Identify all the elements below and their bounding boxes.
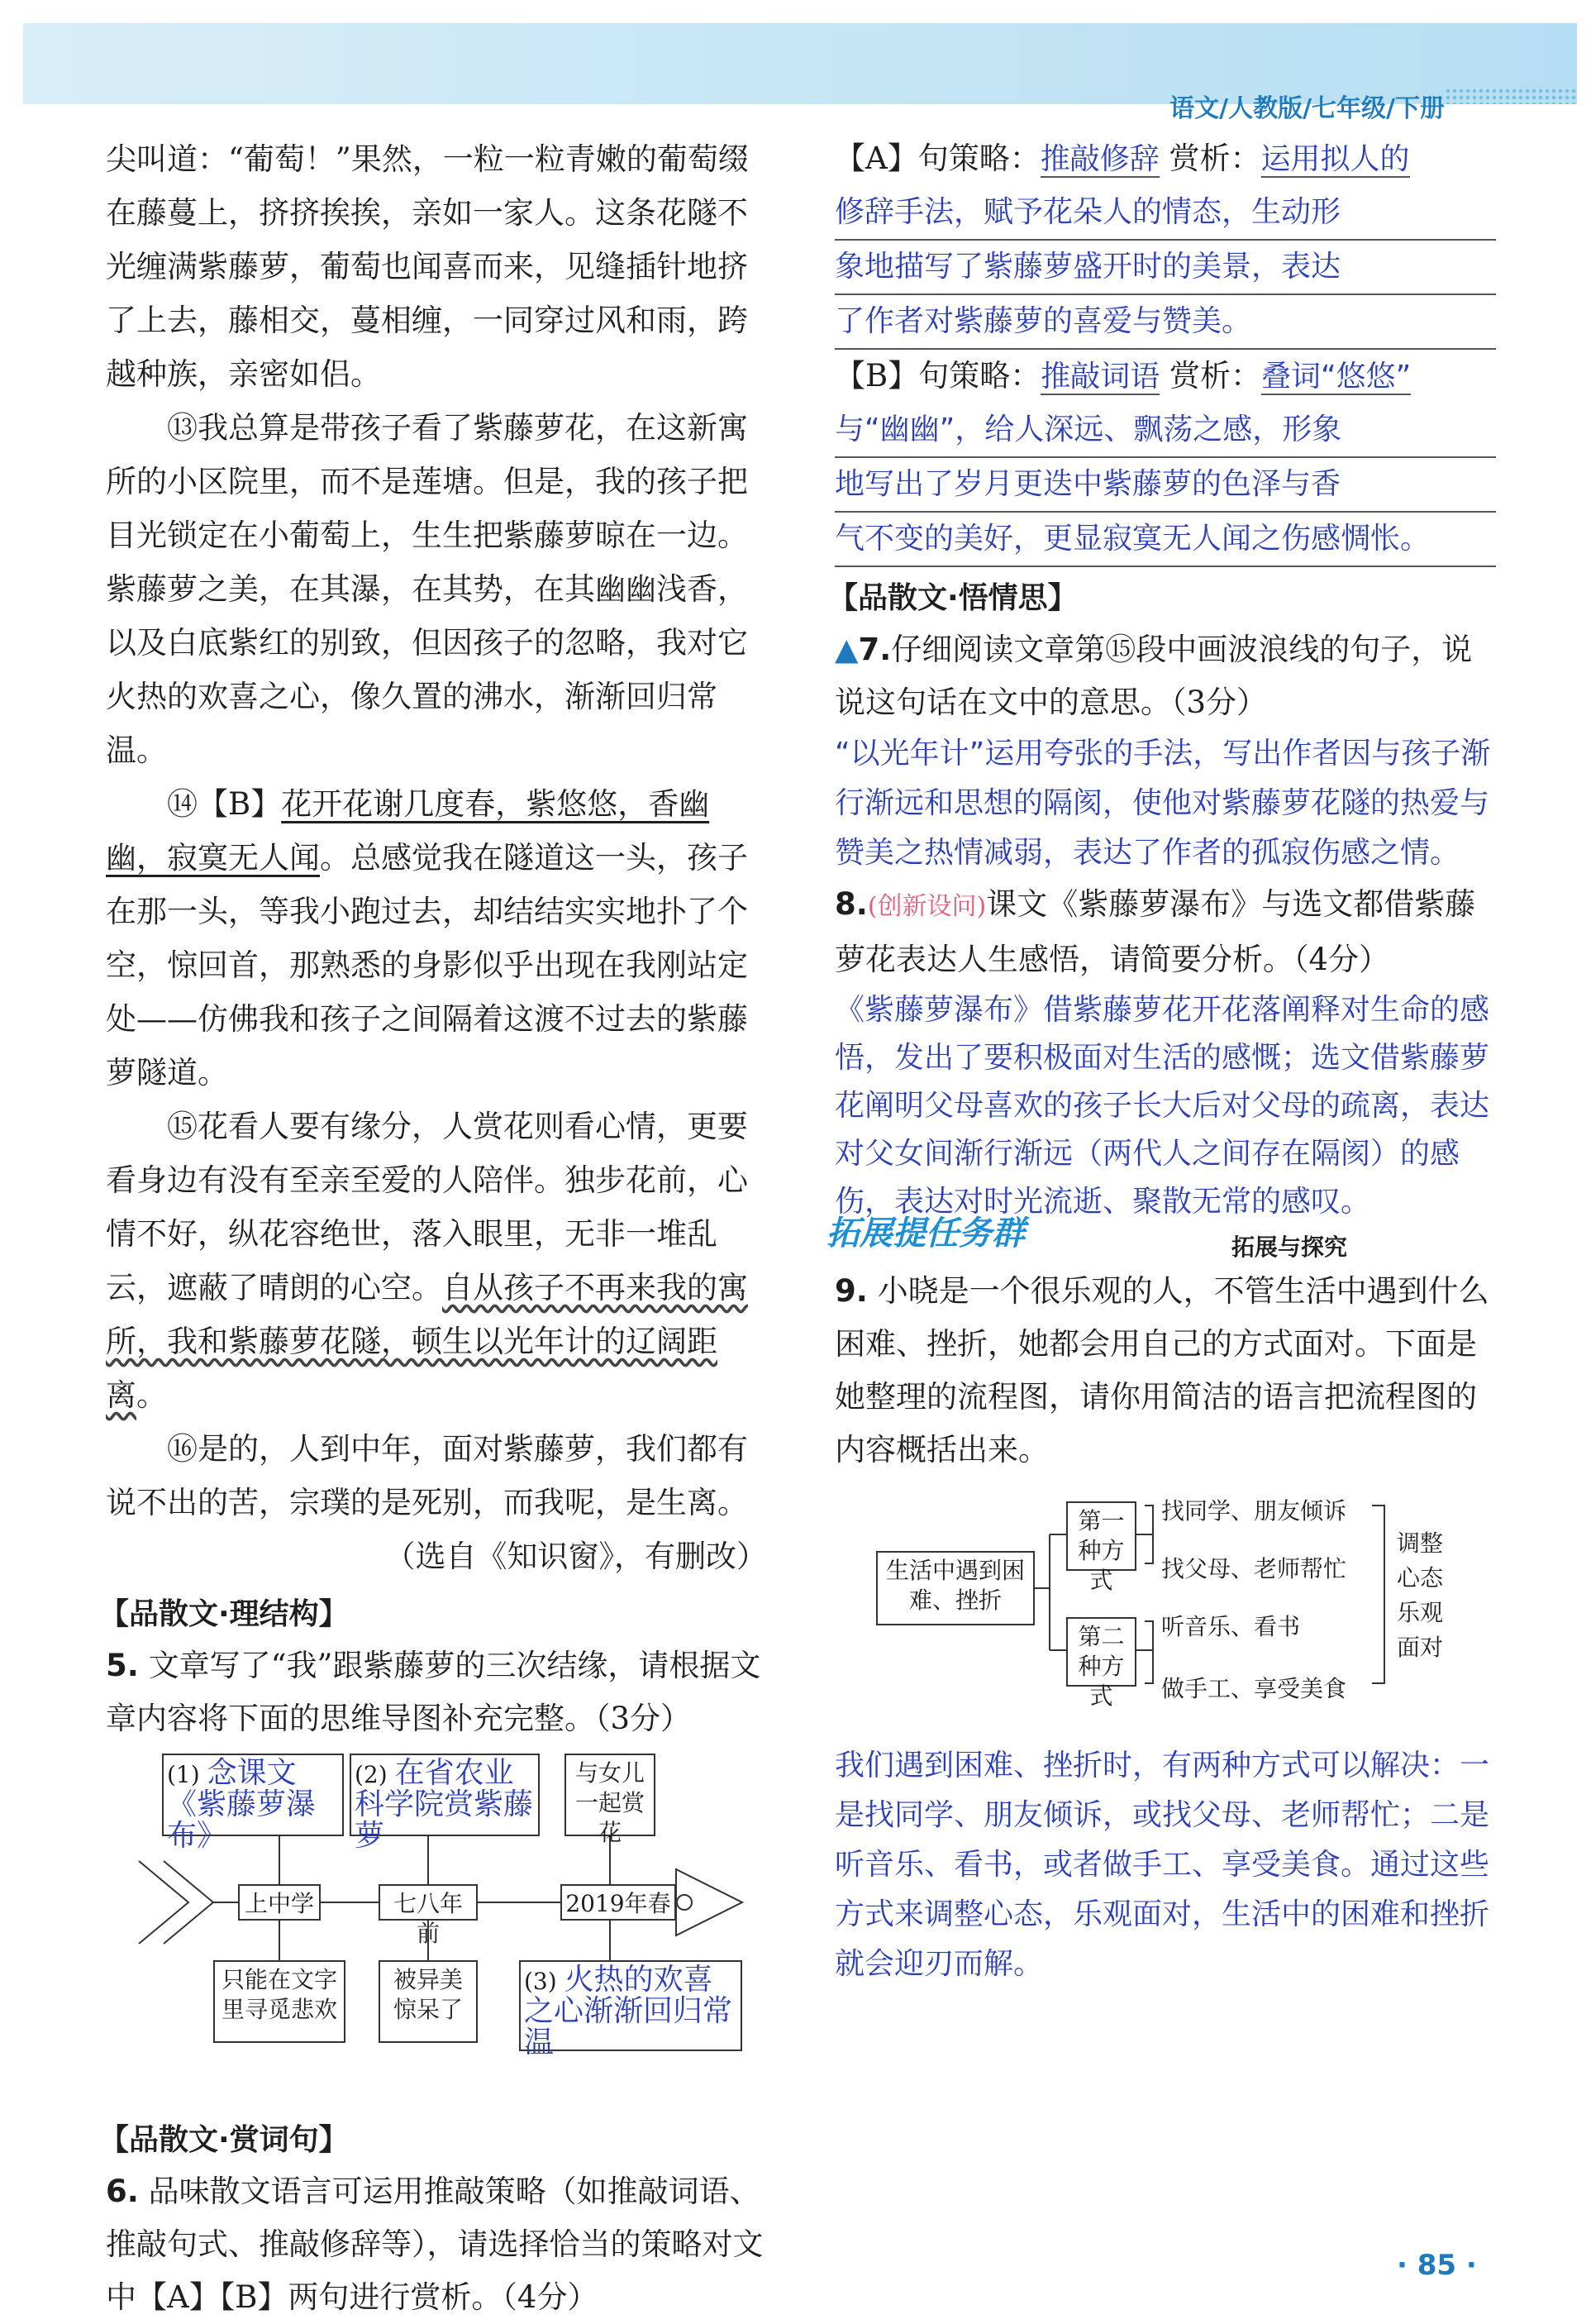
extension-subtitle: 拓展与探究: [1231, 1234, 1348, 1261]
extension-banner: 拓展提任务群: [826, 1214, 1025, 1253]
mind-map-box-1: [162, 1754, 344, 1853]
q6-answer-b-lines: [835, 403, 1496, 567]
q7-triangle-icon: ▲: [835, 632, 859, 667]
passage-paragraph-14: [106, 777, 767, 1100]
q7-answer: “以光年计”运用夸张的手法，写出作者因与孩子渐行渐远和思想的隔阂，使他对紫藤萝花隧的热爱与赞美之热情减弱，表达了作者的孤寂伤感之情。: [835, 737, 1491, 870]
page-number: · 85 ·: [1397, 2249, 1477, 2282]
sentence-b-underlined: 花开花谢几度春，紫悠悠，香幽幽，寂寞无人闻: [106, 786, 710, 876]
p14-rest: 。总感觉我在隧道这一头，孩子在那一头，等我小跑过去，却结结实实地扑了个空，惊回首，那熟悉的身影似乎出现在我刚站定处——仿佛我和孩子之间隔着这渡不过去的紫藤萝隧道。: [106, 840, 748, 1090]
b-line-3: 气不变的美好，更显寂寞无人闻之伤感惆怅。: [835, 513, 1496, 567]
flow-option-1: 找同学、朋友倾诉: [1161, 1497, 1347, 1525]
header-title: 语文/人教版/七年级/下册: [1169, 94, 1445, 123]
p15-end: 。: [136, 1377, 167, 1413]
mind-map-box-5: 被异美惊呆了: [379, 1960, 478, 2043]
wavy-underlined-sentence: 自从孩子不再来我的寓所，我和紫藤萝花隧，顿生以光年计的辽阔距离: [106, 1270, 748, 1413]
b-label: 赏析：: [1169, 358, 1261, 394]
box-2-label: (2): [355, 1761, 388, 1788]
q5-text: 文章写了“我”跟紫藤萝的三次结缘，请根据文章内容将下面的思维导图补充完整。（3分）: [106, 1648, 761, 1736]
question-9: [835, 1265, 1496, 1477]
b-line-2: 地写出了岁月更迭中紫藤萝的色泽与香: [835, 458, 1496, 513]
question-9-block: [835, 1265, 1496, 1989]
question-7: [835, 623, 1496, 729]
a-prefix: 【A】句策略：: [835, 141, 1041, 176]
q6-text: 品味散文语言可运用推敲策略（如推敲词语、推敲句式、推敲修辞等），请选择恰当的策略对文中【A】【B】两句进行赏析。（4分）: [106, 2174, 764, 2315]
a-label: 赏析：: [1169, 141, 1261, 176]
passage-paragraph-12: 尖叫道：“葡萄！”果然，一粒一粒青嫩的葡萄缀在藤蔓上，挤挤挨挨，亲如一家人。这条花隧不光缠满紫藤萝，葡萄也闻喜而来，见缝插针地挤了上去，藤相交，蔓相缠，一同穿过风和雨，跨越种族，亲密如侣。: [106, 141, 749, 392]
b-line-0: 叠词“悠悠”: [1260, 360, 1412, 394]
flow-start-box: 生活中遇到困难、挫折: [876, 1551, 1035, 1625]
flow-option-4: 做手工、享受美食: [1161, 1675, 1347, 1702]
box-1-answer: 念课文《紫藤萝瀑布》: [167, 1756, 317, 1853]
q6-answer-a: [835, 132, 1496, 186]
flow-method-1: 第一种方式: [1066, 1501, 1136, 1571]
q8-text: 课文《紫藤萝瀑布》与选文都借紫藤萝花表达人生感悟，请简要分析。（4分）: [835, 886, 1476, 977]
q8-number: 8.: [835, 886, 868, 922]
a-strategy: 推敲修辞: [1040, 142, 1160, 176]
mind-map-box-4: 只能在文字里寻觅悲欢: [213, 1960, 345, 2043]
passage-paragraph-15: [106, 1100, 767, 1422]
passage-paragraph-13: ⑬我总算是带孩子看了紫藤萝花，在这新寓所的小区院里，而不是莲塘。但是，我的孩子把目光锁定在小葡萄上，生生把紫藤萝晾在一边。紫藤萝之美，在其瀑，在其势，在其幽幽浅香，以及白底紫红的别致，但因孩子的忽略，我对它火热的欢喜之心，像久置的沸水，渐渐回归常温。: [106, 410, 748, 768]
box-1-label: (1): [167, 1761, 200, 1788]
section-emotion-heading: 【品散文·悟情思】: [828, 581, 1078, 615]
mind-map-diagram: [106, 1745, 767, 2109]
q8-answer: 《紫藤萝瀑布》借紫藤萝花开花落阐释对生命的感悟，发出了要积极面对生活的感慨；选文借紫藤萝花阐明父母喜欢的孩子长大后对父母的疏离，表达对父女间渐行渐远（两代人之间存在隔阂）的感伤，表达对时光流逝、聚散无常的感叹。: [835, 993, 1490, 1219]
question-6: [106, 2165, 767, 2324]
flow-option-2: 找父母、老师帮忙: [1161, 1555, 1347, 1582]
header-dot-pattern: [1445, 88, 1577, 104]
flowchart: [835, 1493, 1496, 1741]
a-line-0: 运用拟人的: [1260, 142, 1410, 176]
p14-marker: ⑭【B】: [167, 786, 282, 822]
section-words-heading: 【品散文·赏词句】: [99, 2123, 349, 2157]
timeline-node-3: 2019年春: [560, 1884, 676, 1921]
left-column: [99, 132, 767, 2324]
b-prefix: 【B】句策略：: [835, 358, 1041, 394]
timeline-node-2: 七八年前: [379, 1884, 478, 1921]
box-6-label: (3): [524, 1968, 557, 1995]
mind-map-box-2: [350, 1754, 540, 1853]
section-structure-heading: 【品散文·理结构】: [99, 1597, 349, 1631]
timeline-node-1: 上中学: [238, 1884, 321, 1921]
q5-number: 5.: [106, 1648, 139, 1683]
q9-answer: 我们遇到困难、挫折时，有两种方式可以解决：一是找同学、朋友倾诉，或找父母、老师帮忙；二是听音乐、看书，或者做手工、享受美食。通过这些方式来调整心态，乐观面对，生活中的困难和挫折就会迎刃而解。: [835, 1749, 1490, 1981]
passage-paragraph-16: ⑯是的，人到中年，面对紫藤萝，我们都有说不出的苦，宗璞的是死别，而我呢，是生离。: [106, 1431, 748, 1520]
q6-number: 6.: [106, 2174, 139, 2209]
b-strategy: 推敲词语: [1041, 360, 1160, 394]
mind-map-box-6: [519, 1960, 742, 2059]
a-line-1: 修辞手法，赋予花朵人的情态，生动形: [835, 186, 1496, 241]
a-line-3: 了作者对紫藤萝的喜爱与赞美。: [835, 295, 1496, 350]
box-2-answer: 在省农业科学院赏紫藤萝: [355, 1756, 534, 1853]
right-column: [828, 132, 1496, 1226]
q7-number: 7.: [858, 632, 892, 667]
q7-text: 仔细阅读文章第⑮段中画波浪线的句子，说说这句话在文中的意思。（3分）: [835, 632, 1473, 720]
p15-start: ⑮花看人要有缘分，人赏花则看心情，更要看身边有没有至亲至爱的人陪伴。独步花前，心情不好，纵花容绝世，落入眼里，无非一堆乱云，遮蔽了晴朗的心空。: [106, 1109, 748, 1305]
q9-number: 9.: [835, 1273, 868, 1309]
q9-text: 小晓是一个很乐观的人，不管生活中遇到什么困难、挫折，她都会用自己的方式面对。下面是她整理的流程图，请你用简洁的语言把流程图的内容概括出来。: [835, 1273, 1489, 1467]
q6-answer-a-lines: [835, 186, 1496, 350]
passage-source: （选自《知识窗》，有删改）: [384, 1539, 767, 1574]
q8-tag: (创新设问): [867, 892, 987, 921]
a-line-2: 象地描写了紫藤萝盛开时的美景，表达: [835, 241, 1496, 295]
question-8: [835, 878, 1496, 986]
flow-method-2: 第二种方式: [1066, 1617, 1136, 1687]
flow-result: 调整心态乐观面对: [1397, 1529, 1444, 1661]
page-header-band: [23, 23, 1577, 123]
q6-answer-b: [835, 350, 1496, 403]
mind-map-box-3: 与女儿一起赏花: [564, 1754, 655, 1836]
b-line-1: 与“幽幽”，给人深远、飘荡之感，形象: [835, 403, 1496, 458]
box-6-answer: 火热的欢喜之心渐渐回归常温: [524, 1963, 733, 2059]
question-5: [106, 1639, 767, 1745]
flow-option-3: 听音乐、看书: [1161, 1613, 1301, 1640]
